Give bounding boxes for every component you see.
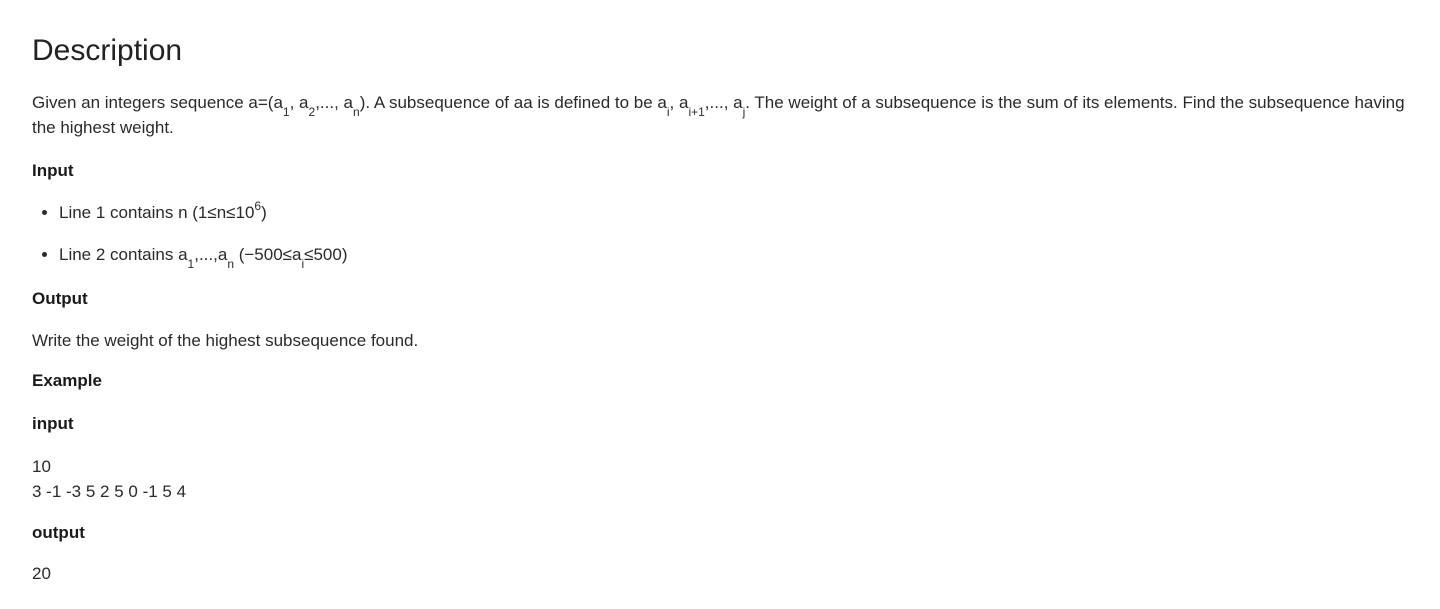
input-line-2-text: (−500≤a (234, 245, 302, 264)
example-input-block (32, 454, 1432, 504)
input-line-1-sup: 6 (254, 199, 262, 213)
input-heading: Input (32, 161, 74, 180)
input-line-2-sub: i (301, 257, 305, 271)
example-input-line: 3 -1 -3 5 2 5 0 -1 5 4 (32, 482, 187, 501)
example-output-value: 20 (32, 564, 51, 583)
desc-text: . The weight of a subsequence is the sum of its elements. Find the subsequence having the highest weight. (32, 93, 1405, 137)
desc-sub: 1 (282, 105, 290, 119)
desc-text: ,..., a (315, 93, 353, 112)
input-line-2-text: ≤500) (304, 245, 348, 264)
output-heading: Output (32, 289, 88, 308)
desc-sub: j (742, 105, 746, 119)
example-output-label: output (32, 523, 85, 542)
page-title: Description (32, 34, 183, 67)
example-input-label: input (32, 414, 74, 433)
input-line-2 (59, 244, 1432, 271)
desc-sub: 2 (308, 105, 316, 119)
desc-sub: i+1 (688, 105, 705, 119)
desc-text: ,..., a (704, 93, 743, 112)
input-line-2-text: Line 2 contains a (59, 245, 188, 264)
input-line-1 (59, 199, 1432, 224)
description-paragraph (32, 90, 1432, 140)
desc-sub: i (666, 105, 670, 119)
example-input-line: 10 (32, 457, 51, 476)
desc-text: , a (289, 93, 309, 112)
desc-sub: n (353, 105, 360, 119)
output-description: Write the weight of the highest subsequence found. (32, 331, 419, 350)
example-heading: Example (32, 371, 102, 390)
desc-text: Given an integers sequence a=(a (32, 93, 283, 112)
desc-text: , a (669, 93, 689, 112)
input-line-1-post: ) (261, 203, 267, 222)
desc-text: ). A subsequence of aa is defined to be a (359, 93, 667, 112)
input-line-2-sub: 1 (187, 257, 195, 271)
input-line-2-sub: n (227, 257, 234, 271)
input-list (32, 199, 1432, 271)
input-line-1-text: Line 1 contains n (1≤n≤10 (59, 203, 255, 222)
input-line-2-text: ,...,a (194, 245, 228, 264)
